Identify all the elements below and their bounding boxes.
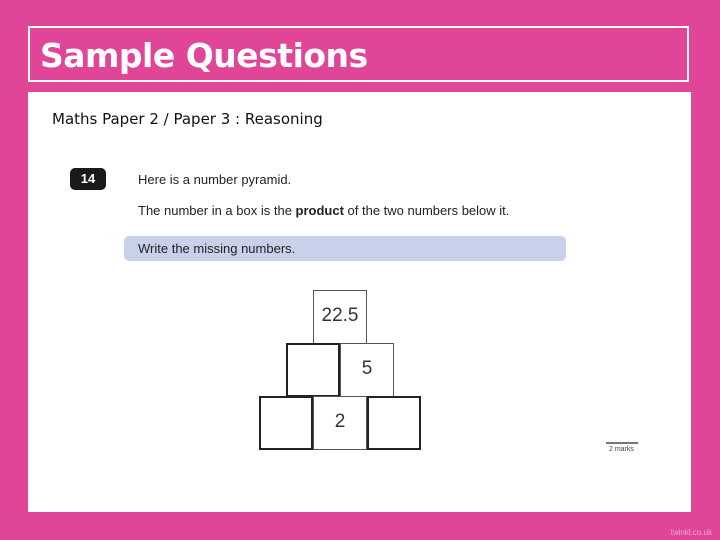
footer-credit: twinkl.co.uk — [670, 528, 712, 537]
question-rule-bold: product — [295, 203, 344, 218]
question-rule — [138, 203, 509, 218]
question-panel — [28, 92, 691, 512]
pyramid-bottom-left-answer-box[interactable] — [259, 396, 313, 450]
pyramid-middle-left-answer-box[interactable] — [286, 343, 340, 397]
question-rule-prefix: The number in a box is the — [138, 203, 296, 218]
slide-title: Sample Questions — [40, 36, 368, 75]
question-rule-suffix: of the two numbers below it. — [343, 203, 510, 218]
question-intro: Here is a number pyramid. — [138, 172, 292, 187]
instruction-text: Write the missing numbers. — [138, 241, 296, 256]
title-banner — [28, 26, 689, 82]
marks-divider — [606, 442, 638, 444]
question-number-badge: 14 — [70, 168, 106, 190]
pyramid-bottom-middle-box: 2 — [313, 396, 367, 450]
pyramid-top-box: 22.5 — [313, 290, 367, 344]
pyramid-bottom-right-answer-box[interactable] — [367, 396, 421, 450]
pyramid-middle-right-box: 5 — [340, 343, 394, 397]
paper-heading: Maths Paper 2 / Paper 3 : Reasoning — [52, 110, 323, 128]
marks-label: 2 marks — [609, 446, 634, 453]
instruction-bar — [124, 236, 566, 261]
